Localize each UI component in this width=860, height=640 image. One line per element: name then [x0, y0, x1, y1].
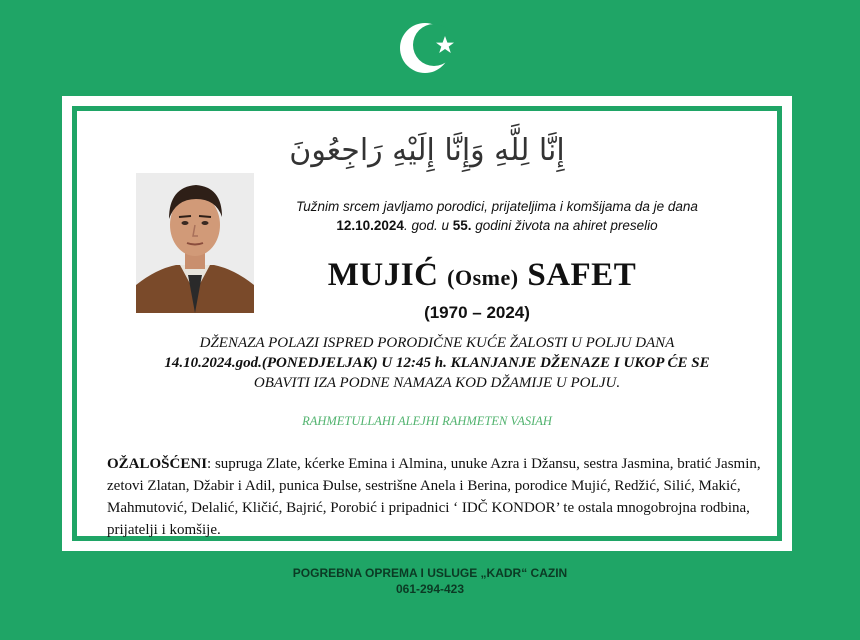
crescent-star-icon: [398, 18, 458, 78]
funeral-service-footer: [0, 565, 860, 597]
age: 55.: [452, 218, 472, 233]
service-phone: 061-294-423: [395, 582, 465, 596]
mourners-text: : supruga Zlate, kćerke Emina i Almina, unuke Azra i Džansu, sestra Jasmina, bratić Jasmin, zetovi Zlatan, Džabir i Adil, punica Đulse, sestrišne Anela i Berina, porodice Mujić, Redžić, Silić, Makić, Mahmutović, Delalić, Kličić, Bajrić, Porobić i pripadnici ‘ IDČ KONDOR’ te ostala mnogobrojna rodbina, prijatelji i komšije.: [107, 456, 761, 538]
father-name: (Osme): [447, 265, 519, 290]
deceased-photo: [136, 173, 254, 313]
service-name: POGREBNA OPREMA I USLUGE „KADR“ CAZIN: [292, 566, 568, 580]
obituary-card: [62, 96, 792, 551]
mourners-label: OŽALOŠĆENI: [107, 456, 208, 472]
announcement-text: [257, 197, 737, 235]
intro-end: godini života na ahiret preselio: [471, 218, 658, 233]
funeral-line: DŽENAZA POLAZI ISPRED PORODIČNE KUĆE ŽALOSTI U POLJU DANA: [199, 335, 675, 351]
surname: MUJIĆ: [327, 257, 439, 293]
death-date: 12.10.2024: [336, 218, 404, 233]
funeral-line: 14.10.2024.god.(PONEDJELJAK) U 12:45 h. KLANJANJE DŽENAZE I UKOP ĆE SE: [164, 355, 710, 371]
deceased-name: [277, 257, 687, 294]
prayer-line: RAHMETULLAHI ALEJHI RAHMETEN VASIAH: [302, 414, 552, 428]
funeral-details: [107, 333, 767, 393]
life-years: (1970 – 2024): [424, 303, 530, 322]
first-name: SAFET: [527, 257, 637, 293]
mourners-list: [107, 453, 777, 541]
intro-mid: . god. u: [403, 218, 453, 233]
intro-line: Tužnim srcem javljamo porodici, prijateljima i komšijama da je dana: [296, 199, 698, 214]
arabic-verse: إِنَّا لِلَّهِ وَإِنَّا إِلَيْهِ رَاجِعُونَ: [289, 133, 565, 168]
funeral-line: OBAVITI IZA PODNE NAMAZA KOD DŽAMIJE U POLJU.: [253, 375, 621, 391]
card-border: [72, 106, 782, 541]
